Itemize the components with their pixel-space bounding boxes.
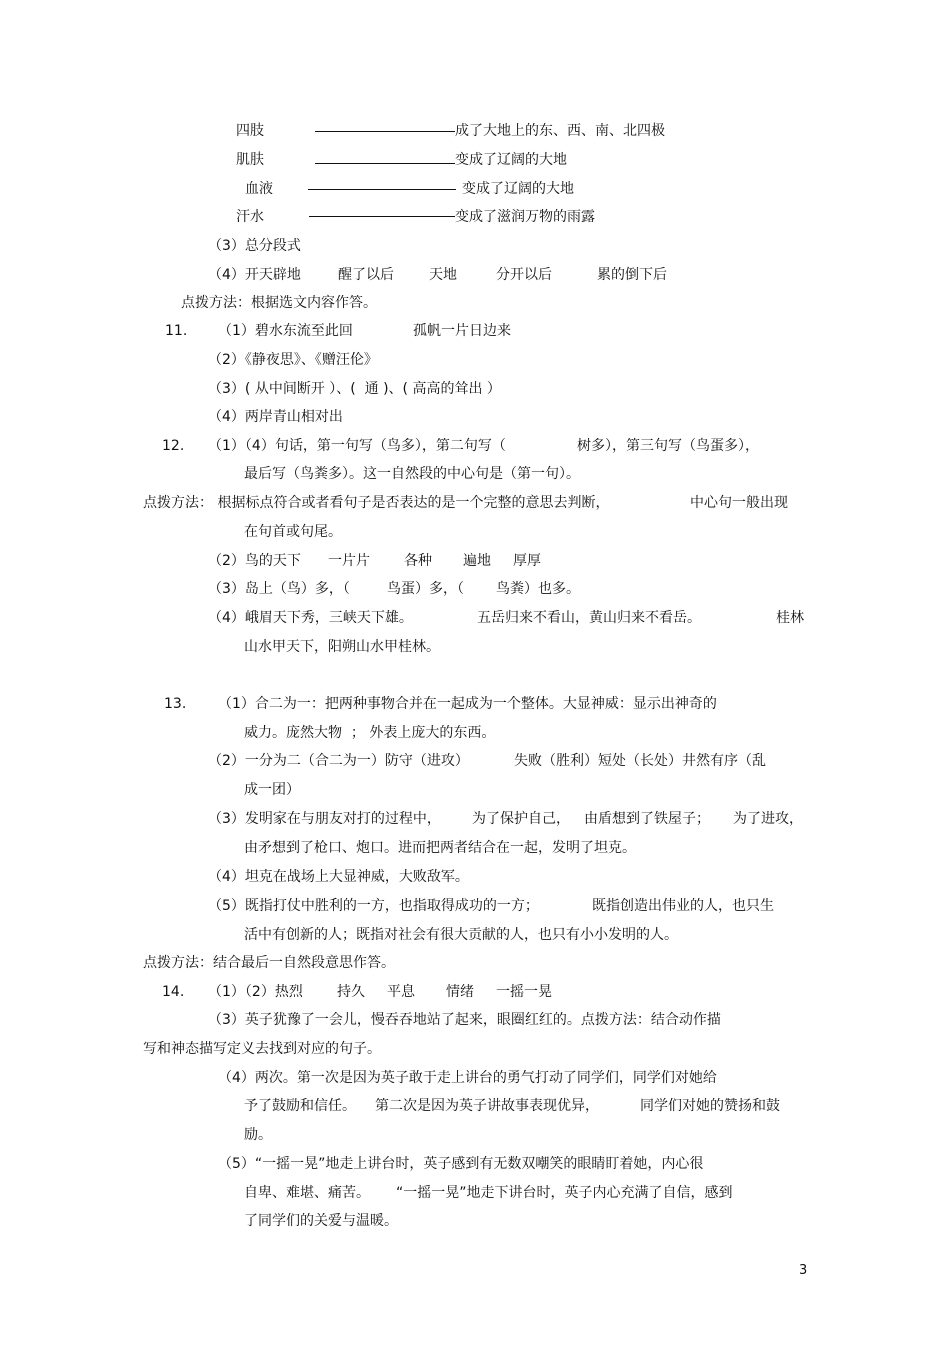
q12-answer-1-part: 树多），第三句写（鸟蛋多）， xyxy=(577,438,759,454)
q14-answer-4-cont: 励。 xyxy=(244,1127,272,1143)
match-left-2: 肌肤 xyxy=(236,152,264,168)
q12-answer-4-part: 桂林 xyxy=(776,610,804,626)
q10-answer-3: （3）总分段式 xyxy=(208,238,301,254)
q14-answer-1: （1）（2）热烈 xyxy=(208,984,303,1000)
q14-answer-4: （4）两次。第一次是因为英子敢于走上讲台的勇气打动了同学们，同学们对她给 xyxy=(218,1070,717,1086)
q10-answer-4-part: 醒了以后 xyxy=(338,267,394,283)
q10-answer-4-part: 累的倒下后 xyxy=(597,267,667,283)
q14-answer-5-cont: 了同学们的关爱与温暖。 xyxy=(244,1213,398,1229)
q14-answer-4-part: 第二次是因为英子讲故事表现优异， xyxy=(375,1098,599,1114)
q12-answer-4-cont: 山水甲天下，阳朔山水甲桂林。 xyxy=(244,639,440,655)
q10-answer-4-part: 天地 xyxy=(429,267,457,283)
q13-answer-3-part: 为了进攻， xyxy=(733,811,803,827)
q13-answer-5-part: 既指创造出伟业的人，也只生 xyxy=(592,898,774,914)
q14-answer-5-cont: 自卑、难堪、痛苦。 xyxy=(244,1185,370,1201)
q13-answer-3-part: 由盾想到了铁屋子； xyxy=(584,811,710,827)
q10-tip: 点拨方法：根据选文内容作答。 xyxy=(181,295,377,311)
q14-answer-4-cont: 予了鼓励和信任。 xyxy=(244,1098,356,1114)
match-right-3: 变成了辽阔的大地 xyxy=(462,181,574,197)
q14-answer-1-part: 持久 xyxy=(337,984,365,1000)
match-right-1: 成了大地上的东、西、南、北四极 xyxy=(455,123,665,139)
q13-answer-2: （2）一分为二（合二为一）防守（进攻） xyxy=(208,753,469,769)
q12-tip: 点拨方法： 根据标点符合或者看句子是否表达的是一个完整的意思去判断， xyxy=(143,495,610,511)
q13-answer-2-cont: 成一团） xyxy=(244,782,300,798)
q12-answer-3: （3）岛上（鸟）多，（ xyxy=(208,581,350,597)
q14-answer-1-part: 平息 xyxy=(387,984,415,1000)
q13-answer-2-part: 失败（胜利）短处（长处）井然有序（乱 xyxy=(514,753,766,769)
q12-answer-4: （4）峨眉天下秀，三峡天下雄。 xyxy=(208,610,413,626)
q10-answer-4: （4）开天辟地 xyxy=(208,267,301,283)
q12-answer-2-part: 厚厚 xyxy=(513,553,541,569)
q13-tip: 点拨方法：结合最后一自然段意思作答。 xyxy=(143,955,395,971)
q14-number: 14. xyxy=(162,984,185,1000)
q14-answer-1-part: 情绪 xyxy=(446,984,474,1000)
q12-answer-3-part: 鸟粪）也多。 xyxy=(496,581,580,597)
q12-answer-2-part: 一片片 xyxy=(328,553,370,569)
q13-answer-3-part: 为了保护自己， xyxy=(472,811,570,827)
q13-answer-3-cont: 由矛想到了枪口、炮口。进而把两者结合在一起，发明了坦克。 xyxy=(244,840,636,856)
match-right-2: 变成了辽阔的大地 xyxy=(455,152,567,168)
match-left-4: 汗水 xyxy=(236,209,264,225)
q12-answer-1: （1）（4）句话，第一句写（鸟多），第二句写（ xyxy=(208,438,506,454)
q11-answer-2: （2）《静夜思》、《赠汪伦》 xyxy=(208,352,378,368)
q13-number: 13. xyxy=(164,696,187,712)
q14-answer-3-cont: 写和神态描写定义去找到对应的句子。 xyxy=(143,1041,381,1057)
q11-number: 11. xyxy=(165,323,188,339)
q11-answer-4: （4）两岸青山相对出 xyxy=(208,409,343,425)
page-number: 3 xyxy=(799,1263,808,1278)
q13-answer-5: （5）既指打仗中胜利的一方，也指取得成功的一方； xyxy=(208,898,539,914)
q13-answer-1-cont: 威力。庞然大物 ； 外表上庞大的东西。 xyxy=(244,725,496,741)
match-connector-line xyxy=(315,163,455,164)
q11-answer-1: （1）碧水东流至此回 xyxy=(218,323,353,339)
q11-answer-3: （3）( 从中间断开 ）、( 通 )、( 高高的耸出 ） xyxy=(208,381,501,397)
q13-answer-5-cont: 活中有创新的人；既指对社会有很大贡献的人，也只有小小发明的人。 xyxy=(244,927,678,943)
q12-answer-3-part: 鸟蛋）多，（ xyxy=(387,581,464,597)
q13-answer-1: （1）合二为一：把两种事物合并在一起成为一个整体。大显神威：显示出神奇的 xyxy=(218,696,717,712)
q14-answer-1-part: 一摇一晃 xyxy=(496,984,552,1000)
q14-answer-5-part: “一摇一晃”地走下讲台时，英子内心充满了自信，感到 xyxy=(396,1185,733,1201)
q12-number: 12. xyxy=(162,438,185,454)
q14-answer-4-part: 同学们对她的赞扬和鼓 xyxy=(640,1098,780,1114)
q12-answer-2-part: 各种 xyxy=(404,553,432,569)
q13-answer-4: （4）坦克在战场上大显神威，大败敌军。 xyxy=(208,869,469,885)
q12-tip-cont: 在句首或句尾。 xyxy=(244,524,342,540)
match-left-1: 四肢 xyxy=(236,123,264,139)
match-connector-line xyxy=(308,189,456,190)
match-right-4: 变成了滋润万物的雨露 xyxy=(455,209,595,225)
q14-answer-5: （5）“一摇一晃”地走上讲台时，英子感到有无数双嘲笑的眼睛盯着她，内心很 xyxy=(218,1156,704,1172)
q12-answer-4-part: 五岳归来不看山，黄山归来不看岳。 xyxy=(477,610,701,626)
match-connector-line xyxy=(309,216,455,217)
q13-answer-3: （3）发明家在与朋友对打的过程中， xyxy=(208,811,441,827)
q12-answer-1-cont: 最后写（鸟粪多）。这一自然段的中心句是（第一句）。 xyxy=(244,466,580,482)
q11-answer-1-part: 孤帆一片日边来 xyxy=(413,323,511,339)
q12-tip-part: 中心句一般出现 xyxy=(690,495,788,511)
q10-answer-4-part: 分开以后 xyxy=(496,267,552,283)
q14-answer-3: （3）英子犹豫了一会儿，慢吞吞地站了起来，眼圈红红的。点拨方法：结合动作描 xyxy=(208,1012,721,1028)
q12-answer-2: （2）鸟的天下 xyxy=(208,553,301,569)
match-connector-line xyxy=(315,131,455,132)
q12-answer-2-part: 遍地 xyxy=(463,553,491,569)
match-left-3: 血液 xyxy=(245,181,273,197)
